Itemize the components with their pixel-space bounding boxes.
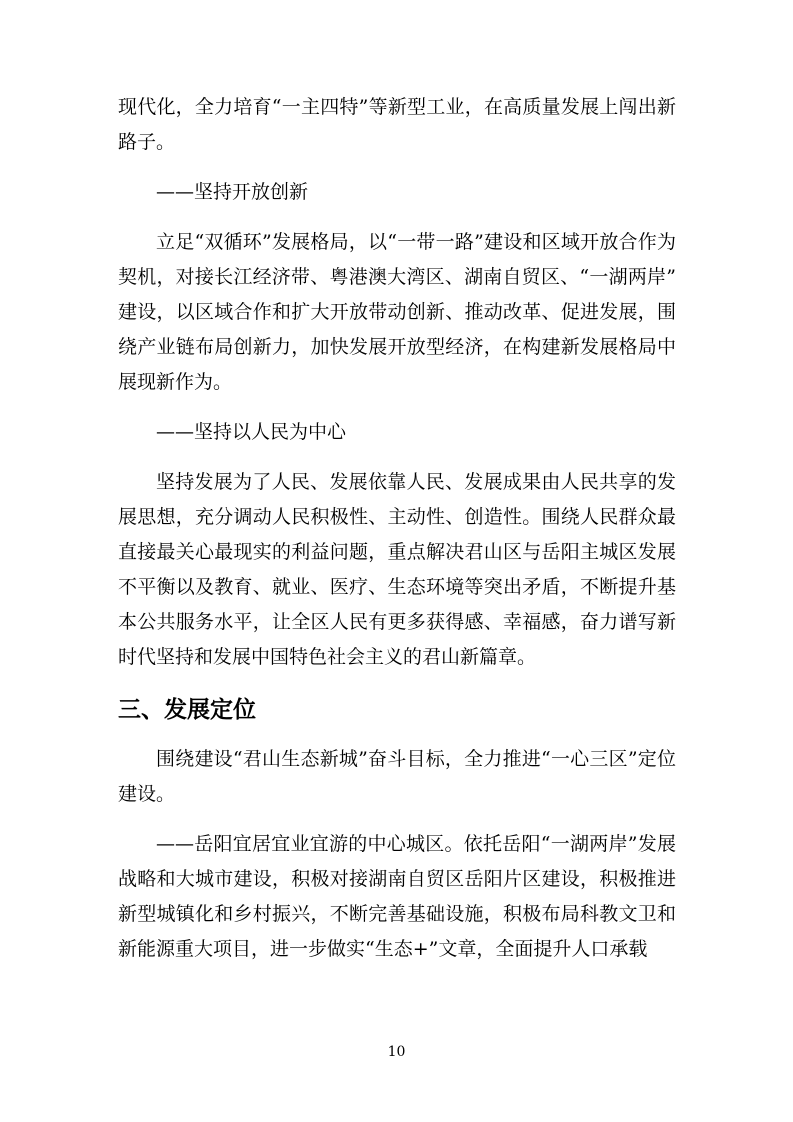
paragraph-people-development: 坚持发展为了人民、发展依靠人民、发展成果由人民共享的发展思想，充分调动人民积极性、主动性、创造性。围绕人民群众最直接最关心最现实的利益问题，重点解决君山区与岳阳主城区发展不平衡以及教育、就业、医疗、生态环境等突出矛盾，不断提升基本公共服务水平，让全区人民有更多获得感、幸福感，奋力谱写新时代坚持和发展中国特色社会主义的君山新篇章。 (118, 471, 676, 668)
paragraph-carryover: 现代化，全力培育“一主四特”等新型工业，在高质量发展上闯出新路子。 (118, 96, 676, 153)
dash-item-open-innovation: ——坚持开放创新 (156, 181, 309, 203)
paragraph-one-center-three-zones: 围绕建设“君山生态新城”奋斗目标，全力推进“一心三区”定位建设。 (118, 748, 676, 805)
page-number: 10 (387, 1044, 406, 1060)
page-content (118, 90, 676, 967)
paragraph-central-urban-area: ——岳阳宜居宜业宜游的中心城区。依托岳阳“一湖两岸”发展战略和大城市建设，积极对接湖南自贸区岳阳片区建设，积极推进新型城镇化和乡村振兴，不断完善基础设施，积极布局科教文卫和新能源重大项目，进一步做实“生态+”文章，全面提升人口承载 (118, 833, 676, 960)
section-heading-development-positioning: 三、发展定位 (118, 697, 256, 723)
dash-item-people-centered: ——坚持以人民为中心 (156, 421, 347, 443)
paragraph-dual-circulation: 立足“双循环”发展格局，以“一带一路”建设和区域开放合作为契机，对接长江经济带、粤港澳大湾区、湖南自贸区、“一湖两岸”建设，以区域合作和扩大开放带动创新、推动改革、促进发展，围绕产业链布局创新力，加快发展开放型经济，在构建新发展格局中展现新作为。 (118, 231, 676, 393)
